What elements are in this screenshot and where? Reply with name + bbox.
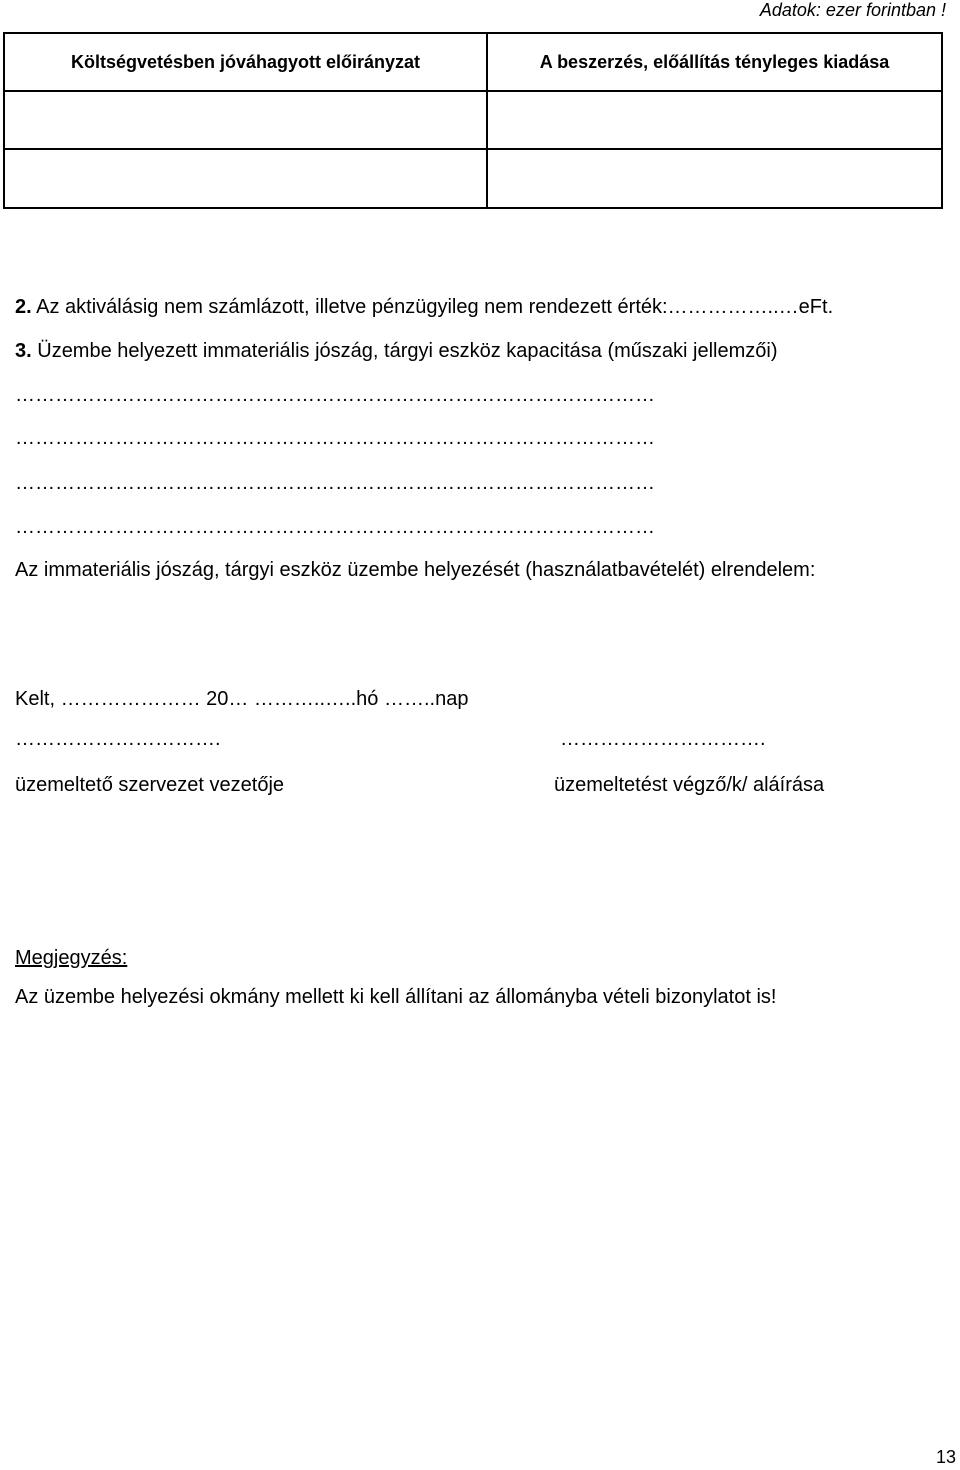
item-2-number: 2. bbox=[15, 296, 32, 318]
table-row bbox=[4, 149, 942, 208]
kelt-line: Kelt, ………………… 20… ………..…..hó ……..nap bbox=[15, 688, 469, 710]
item-3-number: 3. bbox=[15, 340, 32, 362]
dotted-line: …………………………………………………………………………………… bbox=[15, 427, 655, 449]
dotted-line: …………………………………………………………………………………… bbox=[15, 384, 655, 406]
table-header-actual-expense: A beszerzés, előállítás tényleges kiadása bbox=[487, 33, 942, 91]
item-2-text: Az aktiválásig nem számlázott, illetve pénzügyileg nem rendezett érték:……………..…eFt. bbox=[31, 296, 834, 318]
item-2 bbox=[15, 296, 833, 319]
item-3 bbox=[15, 340, 778, 363]
table-cell[interactable] bbox=[487, 149, 942, 208]
table-cell[interactable] bbox=[487, 91, 942, 149]
budget-table bbox=[3, 32, 943, 209]
signature-label-right: üzemeltetést végző/k/ aláírása bbox=[554, 774, 825, 796]
table-cell[interactable] bbox=[4, 91, 487, 149]
unit-note: Adatok: ezer forintban ! bbox=[759, 0, 946, 20]
signature-label-left: üzemeltető szervezet vezetője bbox=[15, 774, 285, 796]
dotted-line: …………………………………………………………………………………… bbox=[15, 516, 655, 538]
note-title: Megjegyzés: bbox=[15, 947, 128, 969]
table-row bbox=[4, 91, 942, 149]
signature-line-right: …………………………. bbox=[560, 728, 766, 750]
signature-line-left: …………………………. bbox=[15, 728, 221, 750]
table-cell[interactable] bbox=[4, 149, 487, 208]
dotted-line: …………………………………………………………………………………… bbox=[15, 472, 655, 494]
item-3-text: Üzembe helyezett immateriális jószág, tárgyi eszköz kapacitása (műszaki jellemzői) bbox=[31, 340, 778, 362]
order-statement: Az immateriális jószág, tárgyi eszköz üzembe helyezését (használatbavételét) elrendelem: bbox=[15, 559, 816, 581]
note-text: Az üzembe helyezési okmány mellett ki kell állítani az állományba vételi bizonylatot is! bbox=[15, 986, 777, 1008]
table-header-approved-budget: Költségvetésben jóváhagyott előirányzat bbox=[4, 33, 487, 91]
page-number: 13 bbox=[935, 1447, 956, 1467]
